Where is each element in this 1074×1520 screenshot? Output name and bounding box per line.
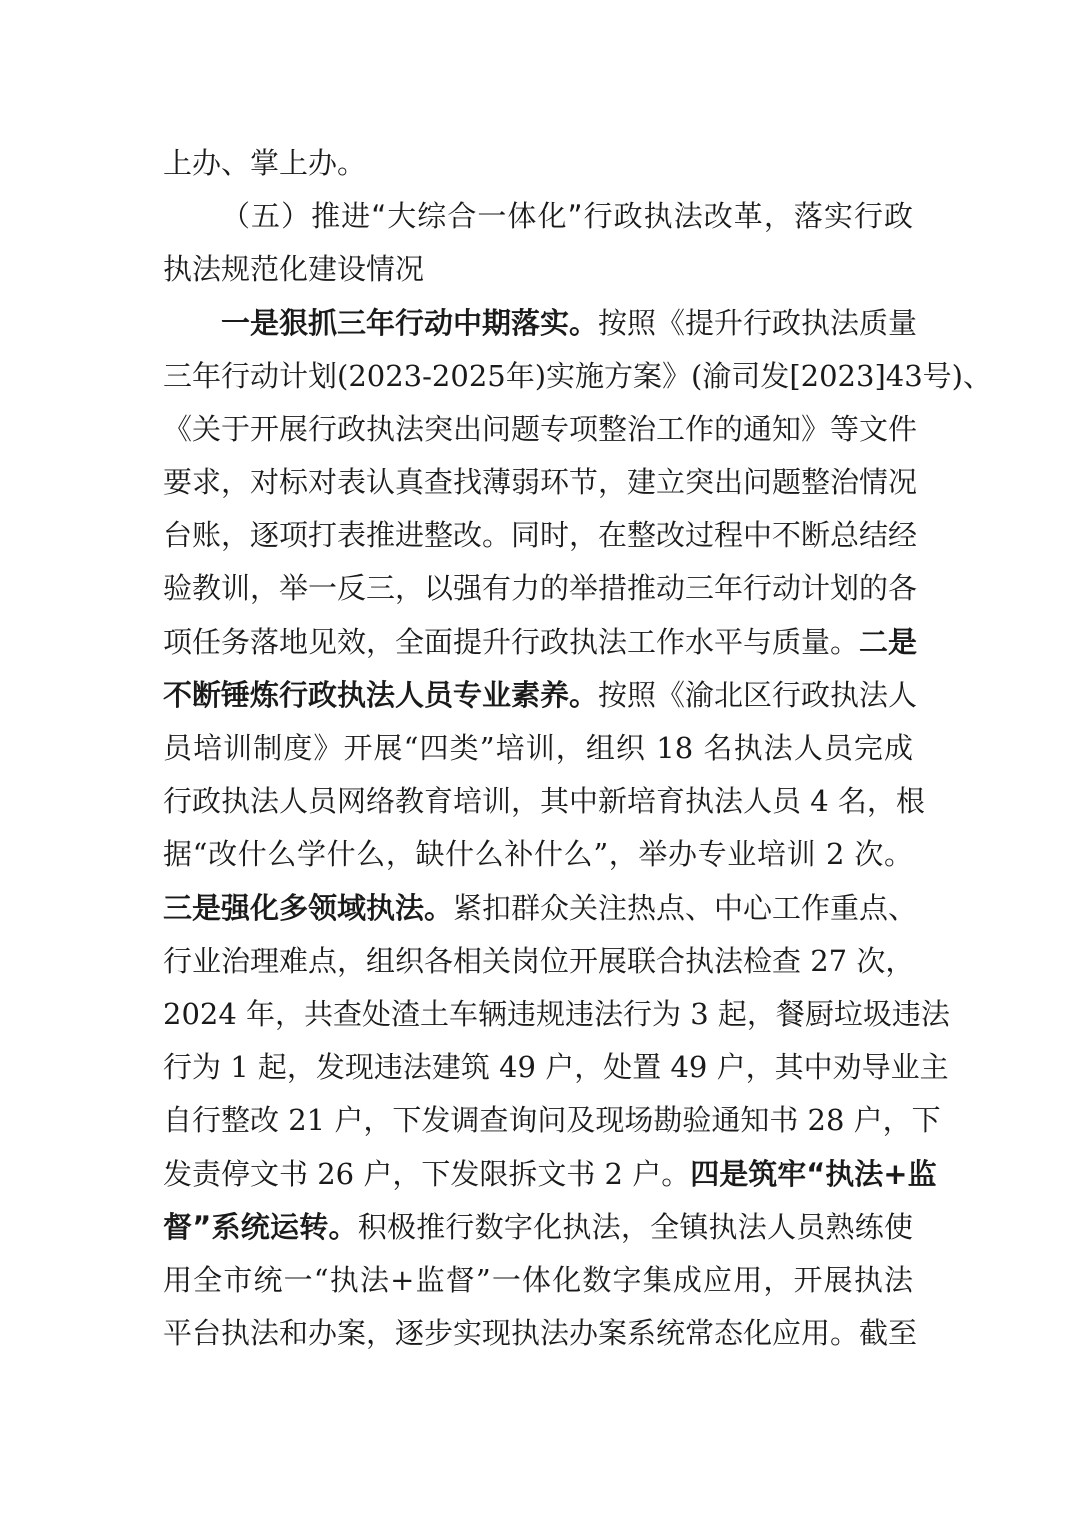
line-text: 2024 年，共查处渣土车辆违规违法行为 3 起，餐厨垃圾违法 <box>163 997 950 1031</box>
bold-lead: 三是强化多领域执法。 <box>163 891 454 925</box>
text-line <box>163 453 918 511</box>
line-text: 按照《提升行政执法质量 <box>598 306 918 340</box>
line-text: 项任务落地见效，全面提升行政执法工作水平与质量。 <box>163 625 860 659</box>
text-line <box>163 559 918 617</box>
line-text: 员培训制度》开展“四类”培训，组织 18 名执法人员完成 <box>163 731 913 765</box>
text-line <box>163 1145 937 1203</box>
line-text: 《关于开展行政执法突出问题专项整治工作的通知》等文件 <box>163 412 918 446</box>
line-text: 用全市统一“执法+监督”一体化数字集成应用，开展执法 <box>163 1263 913 1297</box>
line-text: 按照《渝北区行政执法人 <box>598 678 918 712</box>
heading-text: 执法规范化建设情况 <box>163 252 425 286</box>
line-text: 三年行动计划(2023-2025年)实施方案》(渝司发[2023]43号)、 <box>163 359 992 393</box>
text-line <box>163 985 950 1043</box>
line-text: 行业治理难点，组织各相关岗位开展联合执法检查 27 次， <box>163 944 915 978</box>
text-line <box>163 879 918 937</box>
line-text: 紧扣群众关注热点、中心工作重点、 <box>453 891 918 925</box>
section-heading <box>221 187 913 245</box>
line-text: 自行整改 21 户，下发调查询问及现场勘验通知书 28 户，下 <box>163 1103 941 1137</box>
line-text: 积极推行数字化执法，全镇执法人员熟练使 <box>357 1210 913 1244</box>
line-text: 行为 1 起，发现违法建筑 49 户，处置 49 户，其中劝导业主 <box>163 1050 949 1084</box>
bold-lead: 二是 <box>859 625 918 659</box>
text-line <box>163 506 918 564</box>
text-line <box>163 719 913 777</box>
text-line <box>163 613 918 671</box>
text-line <box>163 134 913 192</box>
line-text: 上办、掌上办。 <box>163 146 367 180</box>
text-line <box>163 1038 949 1096</box>
bold-lead: 一是狠抓三年行动中期落实。 <box>221 306 599 340</box>
text-line <box>163 666 918 724</box>
line-text: 台账，逐项打表推进整改。同时，在整改过程中不断总结经 <box>163 518 918 552</box>
line-text: 据“改什么学什么，缺什么补什么”，举办专业培训 2 次。 <box>163 837 913 871</box>
text-line <box>163 1251 913 1309</box>
text-line <box>163 1304 918 1362</box>
text-line <box>163 1091 941 1149</box>
line-text: 行政执法人员网络教育培训，其中新培育执法人员 4 名，根 <box>163 784 925 818</box>
text-line <box>163 400 918 458</box>
line-text: 发责停文书 26 户，下发限拆文书 2 户。 <box>163 1157 691 1191</box>
text-line <box>221 294 918 352</box>
heading-text: （五）推进“大综合一体化”行政执法改革，落实行政 <box>221 199 913 233</box>
bold-lead: 不断锤炼行政执法人员专业素养。 <box>163 678 599 712</box>
text-line <box>163 772 925 830</box>
line-text: 要求，对标对表认真查找薄弱环节，建立突出问题整治情况 <box>163 465 918 499</box>
line-text: 验教训，举一反三，以强有力的举措推动三年行动计划的各 <box>163 571 918 605</box>
text-line <box>163 347 992 405</box>
line-text: 平台执法和办案，逐步实现执法办案系统常态化应用。截至 <box>163 1316 918 1350</box>
bold-lead: 四是筑牢“执法+监 <box>690 1157 937 1191</box>
text-line <box>163 825 913 883</box>
text-line <box>163 1198 913 1256</box>
text-line <box>163 932 913 990</box>
section-heading-cont <box>163 240 913 298</box>
bold-lead: 督”系统运转。 <box>163 1210 358 1244</box>
